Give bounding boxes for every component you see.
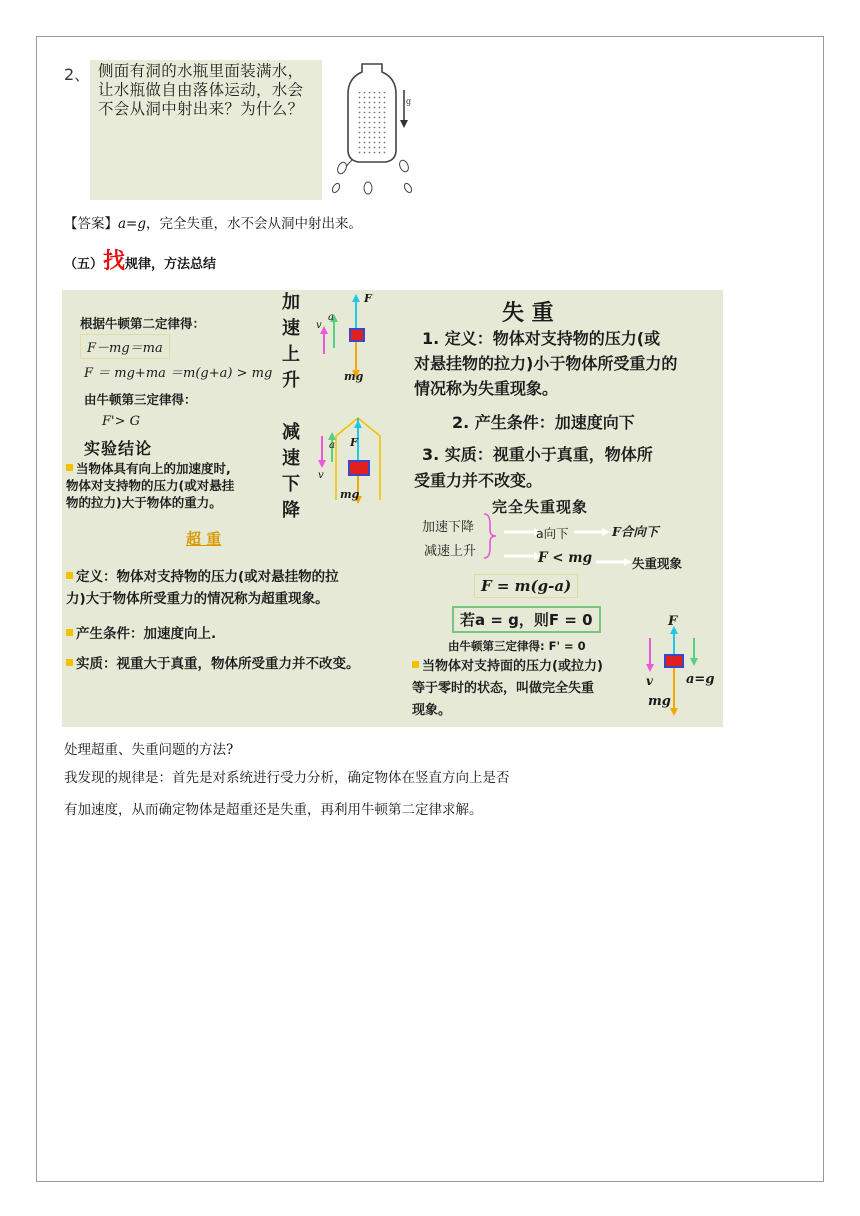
accel-label: a <box>328 312 334 323</box>
arrow-icon <box>572 526 612 538</box>
bottle-illustration <box>322 60 416 200</box>
shizhong-essence: 3. 实质：视重小于真重，物体所 受重力并不改变。 <box>414 445 653 490</box>
conclusion-text: 当物体具有向上的加速度时, 物体对支持物的压力(或对悬挂 物的拉力)大于物体的重力。 <box>66 461 235 510</box>
velocity-label: v <box>318 470 324 481</box>
a-equals-g-label: a=g <box>686 672 715 687</box>
conclusion-title: 实验结论 <box>84 439 153 458</box>
force-label: F <box>364 292 372 305</box>
decel-down-label: 减 速 下 降 <box>282 422 300 521</box>
chaozhong-definition: 定义：物体对支持物的压力(或对悬挂物的拉 力)大于物体所受重力的情况称为超重现象。 <box>66 569 339 607</box>
rule-line-2: 有加速度，从而确定物体是超重还是失重，再利用牛顿第二定律求解。 <box>64 802 483 818</box>
f-less-text: F < mg <box>538 550 593 566</box>
summary-slide <box>62 290 723 727</box>
question-number: 2、 <box>64 65 91 84</box>
bullet-icon <box>66 464 73 471</box>
accel-label: a <box>329 440 335 451</box>
weight-label: mg <box>340 488 360 501</box>
newton3-zero: 由牛顿第三定律得: F' = 0 <box>448 639 586 653</box>
formula-box: F = m(g-a) <box>474 574 578 598</box>
chaozhong-essence: 实质：视重大于真重，物体所受重力并不改变。 <box>66 652 360 672</box>
accel-up-label: 加 速 上 升 <box>282 292 300 391</box>
shizhong-definition: 1. 定义：物体对支持物的压力(或 对悬挂物的拉力)小于物体所受重力的 情况称为失重现象。 <box>414 329 678 398</box>
arrow-icon <box>594 556 634 568</box>
gravity-label: g <box>406 97 412 106</box>
complete-title: 完全失重现象 <box>492 498 589 516</box>
equation-1: F－mg＝ma <box>80 334 170 359</box>
newton2-label: 根据牛顿第二定律得： <box>80 316 206 331</box>
section-heading: （五）找规律，方法总结 <box>64 249 217 274</box>
method-question: 处理超重、失重问题的方法? <box>64 742 234 758</box>
phenomenon-text: 失重现象 <box>632 556 683 571</box>
force-label: F <box>668 614 678 629</box>
question-text: 侧面有洞的水瓶里面装满水， 让水瓶做自由落体运动，水会 不会从洞中射出来？为什么？ <box>98 62 304 118</box>
shizhong-condition: 2. 产生条件：加速度向下 <box>452 413 635 432</box>
equation-3: F'> G <box>102 414 141 429</box>
bullet-icon <box>412 661 419 668</box>
rule-line-1: 我发现的规律是：首先是对系统进行受力分析，确定物体在竖直方向上是否 <box>64 770 510 786</box>
answer-line: 【答案】a=g，完全失重，水不会从洞中射出来。 <box>64 216 363 232</box>
bullet-icon <box>66 659 73 666</box>
weight-label: mg <box>344 370 364 383</box>
bullet-icon <box>66 572 73 579</box>
shizhong-title: 失 重 <box>502 301 554 326</box>
decel-up-text: 减速上升 <box>424 544 477 559</box>
velocity-label: v <box>316 320 322 331</box>
a-down-text: a向下 <box>536 526 569 541</box>
force-label: F <box>350 436 358 449</box>
newton3-label: 由牛顿第三定律得： <box>84 392 197 407</box>
accel-down-text: 加速下降 <box>422 520 475 535</box>
bottle-drawing <box>322 60 416 200</box>
chaozhong-condition: 产生条件：加速度向上. <box>66 622 216 642</box>
weight-label: mg <box>648 694 671 709</box>
brace-arrows <box>482 512 544 562</box>
if-a-equals-g: 若a = g，则F = 0 <box>452 606 601 633</box>
chaozhong-title: 超 重 <box>186 530 222 548</box>
fnet-down-text: F合向下 <box>612 524 659 539</box>
equation-2: F ＝ mg+ma ＝m(g+a) > mg <box>84 366 273 381</box>
bullet-icon <box>66 629 73 636</box>
velocity-label: v <box>646 674 653 688</box>
complete-definition: 当物体对支持面的压力(或拉力) 等于零时的状态，叫做完全失重 现象。 <box>412 659 603 718</box>
accel-up-diagram <box>312 292 372 382</box>
